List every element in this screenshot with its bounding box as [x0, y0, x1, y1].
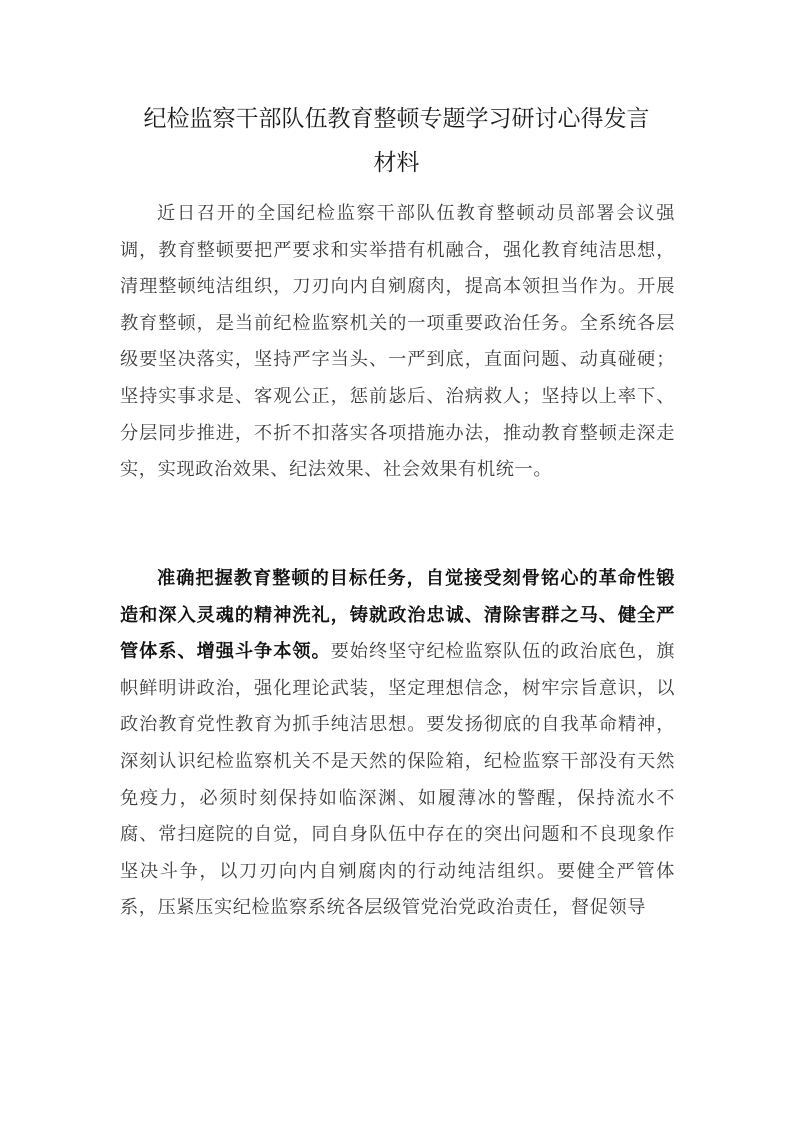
paragraph-2-lead: 准确把握教育整顿的目标任务，自觉接受刻骨铭心的革命性锻造和深入灵魂的精神洗礼，铸就政治忠诚、清除害群之马、健全严管体系、增强斗争本领。 [120, 568, 675, 663]
paragraph-1: 近日召开的全国纪检监察干部队伍教育整顿动员部署会议强调，教育整顿要把严要求和实举措有机融合，强化教育纯洁思想，清理整顿纯洁组织，刀刃向内自剜腐肉，提高本领担当作为。开展教育整顿，是当前纪检监察机关的一项重要政治任务。全系统各层级要坚决落实，坚持严字当头、一严到底，直面问题、动真碰硬；坚持实事求是、客观公正，惩前毖后、治病救人；坚持以上率下、分层同步推进，不折不扣落实各项措施办法，推动教育整顿走深走实，实现政治效果、纪法效果、社会效果有机统一。 [120, 203, 675, 481]
document-title [100, 97, 693, 185]
title-line-2: 材料 [373, 150, 420, 176]
title-line-1: 纪检监察干部队伍教育整顿专题学习研讨心得发言 [143, 106, 650, 132]
paragraph-2 [120, 561, 675, 927]
paragraph-2-rest: 要始终坚守纪检监察队伍的政治底色，旗帜鲜明讲政治，强化理论武装，坚定理想信念，树牢宗旨意识，以政治教育党性教育为抓手纯洁思想。要发扬彻底的自我革命精神，深刻认识纪检监察机关不是天然的保险箱，纪检监察干部没有天然免疫力，必须时刻保持如临深渊、如履薄冰的警醒，保持流水不腐、常扫庭院的自觉，同自身队伍中存在的突出问题和不良现象作坚决斗争，以刀刃向内自剜腐肉的行动纯洁组织。要健全严管体系，压紧压实纪检监察系统各层级管党治党政治责任，督促领导 [120, 641, 675, 919]
